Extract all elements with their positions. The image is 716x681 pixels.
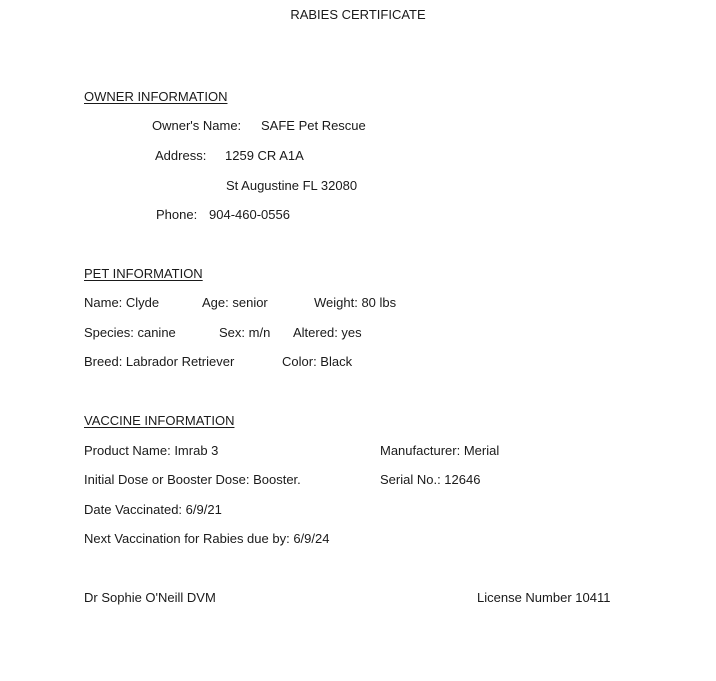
vaccine-information-heading: VACCINE INFORMATION (84, 413, 235, 428)
vaccine-product-name: Product Name: Imrab 3 (84, 443, 219, 458)
pet-name: Name: Clyde (84, 295, 160, 310)
veterinarian-name: Dr Sophie O'Neill DVM (84, 590, 216, 605)
pet-species: Species: canine (84, 325, 176, 340)
license-number: License Number 10411 (477, 590, 611, 605)
vaccine-manufacturer: Manufacturer: Merial (380, 443, 500, 458)
pet-breed: Breed: Labrador Retriever (84, 354, 235, 369)
phone-value: 904-460-0556 (209, 207, 290, 222)
vaccine-serial-number: Serial No.: 12646 (380, 472, 481, 487)
phone-label: Phone: (156, 207, 198, 222)
pet-sex: Sex: m/n (219, 325, 271, 340)
address-line-2: St Augustine FL 32080 (226, 178, 358, 193)
pet-altered: Altered: yes (293, 325, 362, 340)
date-vaccinated: Date Vaccinated: 6/9/21 (84, 502, 222, 517)
owner-information-heading: OWNER INFORMATION (84, 89, 228, 104)
owner-name-label: Owner's Name: (152, 118, 242, 133)
pet-color: Color: Black (282, 354, 353, 369)
vaccine-dose-type: Initial Dose or Booster Dose: Booster. (84, 472, 301, 487)
address-label: Address: (155, 148, 207, 163)
pet-weight: Weight: 80 lbs (314, 295, 397, 310)
pet-age: Age: senior (202, 295, 268, 310)
pet-information-heading: PET INFORMATION (84, 266, 203, 281)
document-title: RABIES CERTIFICATE (290, 7, 426, 22)
owner-name-value: SAFE Pet Rescue (261, 118, 366, 133)
next-vaccination-due: Next Vaccination for Rabies due by: 6/9/24 (84, 531, 330, 546)
address-line-1: 1259 CR A1A (225, 148, 304, 163)
